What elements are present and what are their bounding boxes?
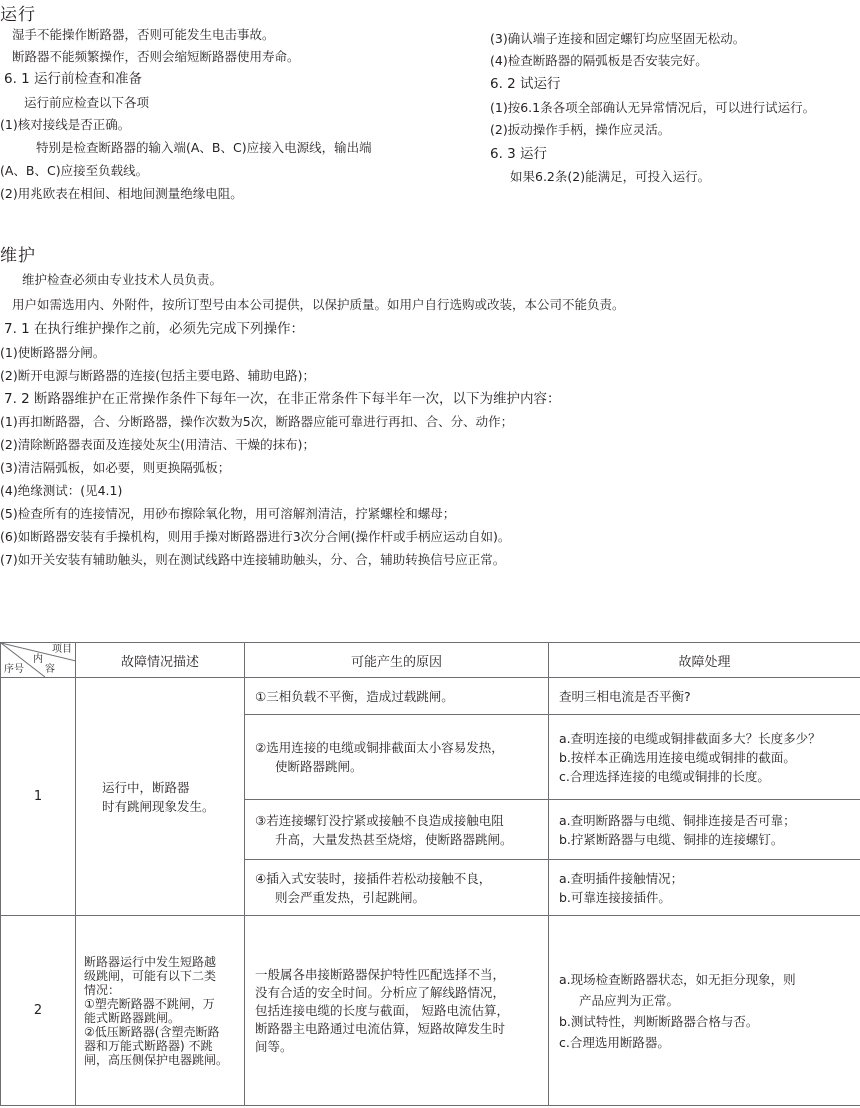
cause-line: 一般属各串接断路器保护特性匹配选择不当，: [255, 966, 506, 982]
handling-line: 查明三相电流是否平衡?: [559, 688, 691, 704]
handling-line: b.拧紧断路器与电缆、铜排的连接螺钉。: [559, 831, 784, 847]
section-7-2-item: (2)清除断路器表面及连接处灰尘(用清洁、干燥的抹布)；: [0, 437, 315, 452]
section-6-1-item: (2)用兆欧表在相间、相地间测量绝缘电阻。: [0, 186, 243, 201]
description-line: 级跳闸，可能有以下二类: [84, 968, 217, 983]
section-6-3-text: 如果6.2条(2)能满足，可投入运行。: [510, 169, 711, 184]
fault-table: [0, 642, 860, 1106]
maintenance-title: 维护: [0, 246, 36, 266]
cause-line: 间等。: [255, 1038, 293, 1054]
description-line: 时有跳闸现象发生。: [102, 798, 215, 814]
handling-cell: [549, 916, 860, 1106]
cause-line: ②选用连接的电缆或铜排截面太小容易发热，: [255, 740, 504, 755]
description-line: 能式断路器跳闸。: [84, 1010, 181, 1025]
row-number: 2: [1, 916, 76, 1106]
section-6-1-heading: 6. 1 运行前检查和准备: [4, 71, 143, 87]
section-7-2-item: (5)检查所有的连接情况，用砂布擦除氧化物，用可溶解剂清洁，拧紧螺栓和螺母；: [0, 506, 456, 521]
table-header-row: [1, 643, 860, 678]
operation-intro-1: 湿手不能操作断路器，否则可能发生电击事故。: [12, 27, 275, 42]
description-line: 断路器运行中发生短路越: [84, 954, 217, 969]
header-fault-handling: 故障处理: [549, 643, 860, 678]
cause-line: ①三相负载不平衡，造成过载跳闸。: [255, 688, 454, 704]
handling-cell: [549, 715, 860, 800]
section-6-1-item: (A、B、C)应接至负载线。: [0, 163, 149, 178]
table-row: [1, 678, 860, 715]
description-line: 情况：: [84, 982, 121, 997]
corner-seq-label: 序号: [4, 664, 24, 675]
maintenance-intro-1: 维护检查必须由专业技术人员负责。: [22, 272, 223, 287]
handling-line: a.现场检查断路器状态，如无拒分现象，则: [559, 971, 796, 987]
section-6-2-heading: 6. 2 试运行: [490, 76, 561, 92]
cause-cell: [245, 678, 549, 715]
section-7-2-item: (4)绝缘测试：(见4.1): [0, 483, 123, 498]
cause-cell: [245, 715, 549, 800]
handling-cell: [549, 678, 860, 715]
header-fault-description: 故障情况描述: [76, 643, 245, 678]
section-6-1-item-right: (4)检查断路器的隔弧板是否安装完好。: [490, 53, 708, 68]
cause-cell: [245, 860, 549, 916]
operation-intro-2: 断路器不能频繁操作，否则会缩短断路器使用寿命。: [12, 49, 300, 64]
handling-line: 产品应判为正常。: [579, 992, 680, 1008]
handling-line: a.查明连接的电缆或铜排截面多大？长度多少？: [559, 730, 821, 746]
row-number: 1: [1, 678, 76, 916]
section-7-2-heading: 7. 2 断路器维护在正常操作条件下每年一次，在非正常条件下每半年一次，以下为维护内容：: [4, 391, 561, 407]
handling-line: b.测试特性，判断断路器合格与否。: [559, 1013, 759, 1029]
cause-line: ③若连接螺钉没拧紧或接触不良造成接触电阻: [255, 812, 504, 828]
handling-line: b.按样本正确选用连接电缆或铜排的截面。: [559, 749, 796, 765]
handling-line: b.可靠连接接插件。: [559, 889, 671, 905]
section-7-2-item: (3)清洁隔弧板，如必要，则更换隔弧板；: [0, 460, 231, 475]
description-line: ①塑壳断路器不跳闸，万: [84, 996, 215, 1011]
row-description: [76, 678, 245, 916]
handling-cell: [549, 800, 860, 860]
cause-line: ④插入式安装时，接插件若松动接触不良，: [255, 870, 492, 886]
section-6-1-item: 特别是检查断路器的输入端(A、B、C)应接入电源线，输出端: [36, 140, 372, 155]
cause-line: 断路器主电路通过电流估算，短路故障发生时: [255, 1020, 506, 1036]
section-7-1-item: (2)断开电源与断路器的连接(包括主要电路、辅助电路)；: [0, 368, 315, 383]
section-7-2-item: (1)再扣断路器，合、分断路器，操作次数为5次，断路器应能可靠进行再扣、合、分、动作；: [0, 414, 514, 429]
table-row: [1, 916, 860, 1106]
section-7-2-item: (6)如断路器安装有手操机构，则用手操对断路器进行3次分合闸(操作杆或手柄应运动自如)。: [0, 529, 511, 544]
header-possible-cause: 可能产生的原因: [245, 643, 549, 678]
handling-line: a.查明插件接触情况；: [559, 870, 684, 886]
handling-line: c.合理选用断路器。: [559, 1034, 670, 1050]
section-6-1-item-right: (3)确认端子连接和固定螺钉均应坚固无松动。: [490, 31, 746, 46]
section-6-1-lead: 运行前应检查以下各项: [24, 95, 150, 110]
cause-line: 则会严重发热，引起跳闸。: [275, 889, 426, 905]
table-corner-header: [1, 643, 76, 678]
cause-line: 没有合适的安全时间。分析应了解线路情况，: [255, 984, 506, 1000]
section-7-1-item: (1)使断路器分闸。: [0, 345, 106, 360]
corner-content-label: 内: [33, 654, 43, 665]
description-line: 运行中，断路器: [102, 779, 190, 795]
row-description: [76, 916, 245, 1106]
handling-line: c.合理选择连接的电缆或铜排的长度。: [559, 768, 770, 784]
corner-content-label: 容: [45, 664, 55, 675]
cause-line: 使断路器跳闸。: [275, 759, 363, 774]
description-line: 闸，高压侧保护电器跳闸。: [84, 1052, 229, 1067]
cause-cell: [245, 916, 549, 1106]
cause-line: 升高，大量发热甚至烧熔，使断路器跳闸。: [275, 831, 513, 847]
corner-item-label: 项目: [52, 644, 72, 655]
cause-cell: [245, 800, 549, 860]
handling-line: a.查明断路器与电缆、铜排连接是否可靠；: [559, 812, 796, 828]
section-7-1-heading: 7. 1 在执行维护操作之前，必须先完成下列操作：: [4, 321, 305, 337]
cause-line: 包括连接电缆的长度与截面， 短路电流估算，: [255, 1002, 509, 1018]
description-line: 器和万能式断路器) 不跳: [84, 1038, 213, 1053]
section-7-2-item: (7)如开关安装有辅助触头，则在测试线路中连接辅助触头，分、合，辅助转换信号应正常。: [0, 552, 506, 567]
handling-cell: [549, 860, 860, 916]
operation-title: 运行: [0, 5, 36, 25]
section-6-1-item: (1)核对接线是否正确。: [0, 117, 131, 132]
section-6-2-item: (1)按6.1条各项全部确认无异常情况后，可以进行试运行。: [490, 100, 816, 115]
description-line: ②低压断路器(含塑壳断路: [84, 1024, 220, 1039]
maintenance-intro-2: 用户如需选用内、外附件，按所订型号由本公司提供，以保护质量。如用户自行选购或改装，本公司不能负责。: [12, 297, 625, 312]
section-6-3-heading: 6. 3 运行: [490, 146, 548, 162]
section-6-2-item: (2)扳动操作手柄，操作应灵活。: [490, 122, 671, 137]
